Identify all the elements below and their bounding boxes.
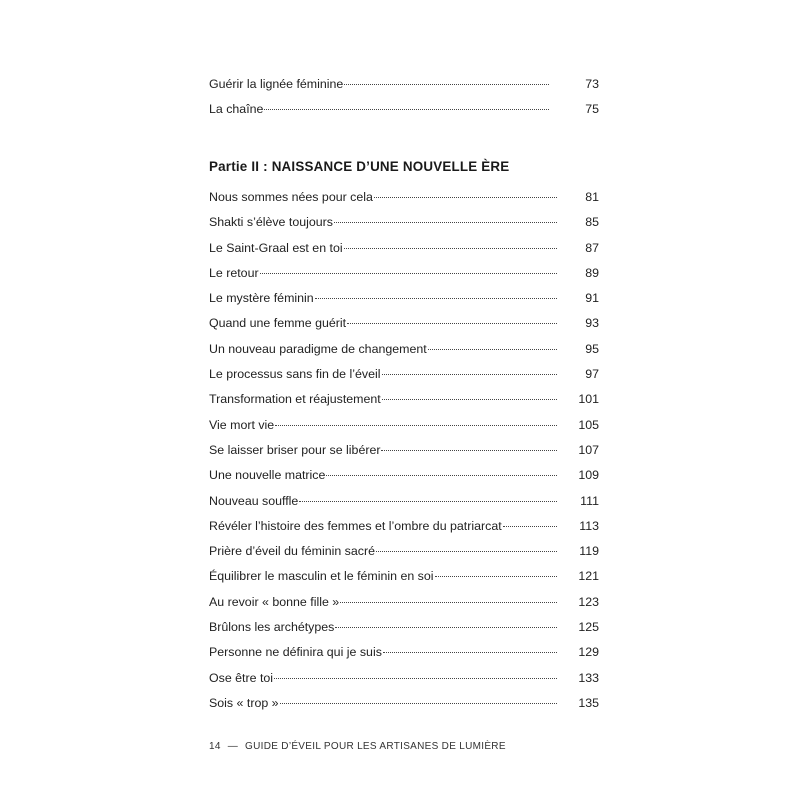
- dot-leader: [435, 576, 557, 577]
- toc-entry-title: Le mystère féminin: [209, 291, 314, 306]
- toc-entry-title: Le processus sans fin de l’éveil: [209, 367, 381, 382]
- part-heading: [209, 156, 599, 178]
- dot-leader: [335, 627, 557, 628]
- toc-entry: [209, 541, 599, 566]
- dot-leader: [275, 425, 557, 426]
- toc-entry: [209, 566, 599, 591]
- dot-leader: [376, 551, 557, 552]
- toc-entry-title: Quand une femme guérit: [209, 316, 347, 331]
- toc-entry-title: Un nouveau paradigme de changement: [209, 341, 427, 356]
- page-footer: [209, 741, 506, 752]
- toc-entry-page: 123: [578, 594, 599, 609]
- footer-separator: —: [227, 741, 239, 752]
- dot-leader: [347, 323, 557, 324]
- toc-entry: [209, 617, 599, 642]
- toc-entry: [209, 288, 599, 313]
- toc-entry: [209, 693, 599, 718]
- toc-entry-title: Une nouvelle matrice: [209, 468, 326, 483]
- toc-entry: [209, 364, 599, 389]
- dot-leader: [315, 298, 557, 299]
- toc-entry-page: 125: [578, 620, 599, 635]
- toc-entry: [209, 668, 599, 693]
- toc-entry-page: 119: [579, 544, 599, 559]
- toc-entry-page: 121: [578, 569, 599, 584]
- toc-entry-title: Équilibrer le masculin et le féminin en soi: [209, 569, 434, 584]
- toc-entry: [209, 339, 599, 364]
- toc-entry: [209, 440, 599, 465]
- toc-entry-title: Le Saint-Graal est en toi: [209, 240, 343, 255]
- toc-entry: [209, 516, 599, 541]
- toc-entry: [209, 415, 599, 440]
- toc-entry-title: Nouveau souffle: [209, 493, 299, 508]
- toc-entry-page: 113: [579, 518, 599, 533]
- dot-leader: [344, 248, 557, 249]
- dot-leader: [383, 652, 557, 653]
- toc-entry-page: 75: [585, 102, 599, 117]
- dot-leader: [344, 84, 549, 85]
- toc-entry-page: 109: [578, 468, 599, 483]
- toc-entry-title: Ose être toi: [209, 670, 274, 685]
- toc-entry: [209, 491, 599, 516]
- toc-entry: [209, 313, 599, 338]
- toc-entry: [209, 238, 599, 263]
- toc-entry-page: 97: [585, 367, 599, 382]
- toc-entry-title: Brûlons les archétypes: [209, 620, 335, 635]
- toc-entry-title: Shakti s’élève toujours: [209, 215, 333, 230]
- toc-entry-page: 101: [578, 392, 599, 407]
- toc-entry-title: Révéler l’histoire des femmes et l’ombre du patriarcat: [209, 518, 502, 533]
- dot-leader: [382, 399, 557, 400]
- toc-entry-title: Se laisser briser pour se libérer: [209, 442, 381, 457]
- toc-entry-title: Vie mort vie: [209, 417, 275, 432]
- toc-list-part-2: [209, 156, 599, 718]
- toc-entry: [209, 465, 599, 490]
- dot-leader: [428, 349, 557, 350]
- part-title: NAISSANCE D’UNE NOUVELLE ÈRE: [271, 159, 510, 174]
- dot-leader: [299, 501, 557, 502]
- footer-page-number: 14: [209, 741, 221, 752]
- toc-entry-title: Prière d’éveil du féminin sacré: [209, 544, 375, 559]
- dot-leader: [374, 197, 557, 198]
- toc-entry-title: Guérir la lignée féminine: [209, 77, 344, 91]
- dot-leader: [264, 109, 549, 110]
- toc-entry-title: Personne ne définira qui je suis: [209, 645, 382, 660]
- toc-entry-page: 89: [585, 265, 599, 280]
- toc-list-top: [209, 74, 599, 125]
- dot-leader: [326, 475, 557, 476]
- toc-entry-page: 111: [580, 493, 599, 508]
- toc-entry: [209, 642, 599, 667]
- toc-entry-page: 93: [585, 316, 599, 331]
- toc-entry-page: 129: [578, 645, 599, 660]
- dot-leader: [334, 222, 557, 223]
- toc-entry-page: 105: [578, 417, 599, 432]
- toc-entry: [209, 263, 599, 288]
- toc-entry-page: 91: [585, 291, 599, 306]
- toc-entry-title: Sois « trop »: [209, 695, 279, 710]
- part-label: Partie II :: [209, 159, 268, 174]
- toc-entry: [209, 99, 599, 124]
- dot-leader: [382, 374, 558, 375]
- toc-entry-page: 81: [585, 190, 599, 204]
- dot-leader: [260, 273, 557, 274]
- dot-leader: [381, 450, 557, 451]
- toc-entry-page: 85: [585, 215, 599, 230]
- toc-entry-page: 87: [585, 240, 599, 255]
- toc-entry-title: Au revoir « bonne fille »: [209, 594, 340, 609]
- dot-leader: [274, 678, 557, 679]
- toc-entry: [209, 389, 599, 414]
- toc-entry: [209, 592, 599, 617]
- dot-leader: [503, 526, 557, 527]
- toc-entry-page: 133: [578, 670, 599, 685]
- dot-leader: [340, 602, 557, 603]
- toc-entry-title: La chaîne: [209, 102, 264, 117]
- toc-entry-page: 135: [578, 695, 599, 710]
- toc-entry-title: Transformation et réajustement: [209, 392, 381, 407]
- toc-entry-title: Le retour: [209, 265, 259, 280]
- toc-entry: [209, 74, 599, 99]
- footer-book-title: GUIDE D’ÉVEIL POUR LES ARTISANES DE LUMIÈRE: [245, 741, 506, 752]
- toc-entry-title: Nous sommes nées pour cela: [209, 190, 373, 204]
- toc-entry-page: 73: [585, 77, 599, 91]
- toc-entry: [209, 187, 599, 212]
- toc-entry: [209, 212, 599, 237]
- toc-entry-page: 95: [585, 341, 599, 356]
- toc-entry-page: 107: [578, 442, 599, 457]
- dot-leader: [280, 703, 557, 704]
